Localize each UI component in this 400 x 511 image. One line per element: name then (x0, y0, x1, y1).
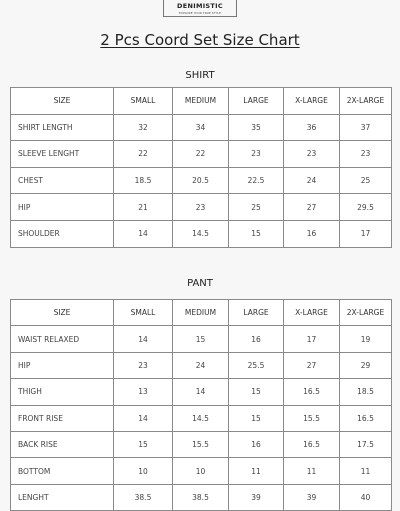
table-cell: 14 (114, 326, 173, 352)
table-header-row (11, 300, 392, 326)
column-header: LARGE (229, 300, 284, 326)
table-cell: 34 (173, 114, 229, 141)
table-cell: 17 (340, 220, 392, 247)
table-row (11, 114, 392, 141)
table-cell: 15 (173, 326, 229, 352)
pant-table-body (11, 326, 392, 511)
column-header: X-LARGE (284, 300, 340, 326)
table-cell: 27 (284, 194, 340, 221)
table-cell: 27 (284, 352, 340, 378)
table-row (11, 220, 392, 247)
table-cell: 38.5 (173, 484, 229, 510)
table-cell: 16 (229, 326, 284, 352)
table-row (11, 379, 392, 405)
table-cell: 18.5 (114, 167, 173, 194)
table-cell: 22 (114, 141, 173, 168)
column-header: SMALL (114, 300, 173, 326)
table-cell: 16.5 (284, 379, 340, 405)
table-row (11, 458, 392, 484)
measurement-label: FRONT RISE (11, 405, 114, 431)
table-cell: 14.5 (173, 220, 229, 247)
table-cell: 37 (340, 114, 392, 141)
table-cell: 15 (114, 431, 173, 457)
measurement-label: CHEST (11, 167, 114, 194)
column-header: LARGE (229, 88, 284, 115)
column-header: SIZE (11, 88, 114, 115)
table-cell: 10 (173, 458, 229, 484)
table-cell: 39 (284, 484, 340, 510)
table-header-row (11, 88, 392, 115)
table-row (11, 405, 392, 431)
table-cell: 24 (173, 352, 229, 378)
column-header: SIZE (11, 300, 114, 326)
brand-logo (163, 0, 237, 17)
table-cell: 32 (114, 114, 173, 141)
table-cell: 29 (340, 352, 392, 378)
pant-size-table (10, 299, 392, 511)
table-row (11, 141, 392, 168)
column-header: SMALL (114, 88, 173, 115)
measurement-label: SHOULDER (11, 220, 114, 247)
table-cell: 22.5 (229, 167, 284, 194)
table-cell: 20.5 (173, 167, 229, 194)
table-cell: 11 (340, 458, 392, 484)
measurement-label: HIP (11, 352, 114, 378)
logo-brand-name: DENIMISTIC (177, 2, 223, 10)
column-header: X-LARGE (284, 88, 340, 115)
pant-section-title: PANT (187, 278, 213, 289)
table-cell: 14 (173, 379, 229, 405)
table-cell: 25.5 (229, 352, 284, 378)
shirt-section-title: SHIRT (185, 70, 215, 81)
table-cell: 10 (114, 458, 173, 484)
table-row (11, 484, 392, 510)
measurement-label: THIGH (11, 379, 114, 405)
table-cell: 11 (229, 458, 284, 484)
column-header: 2X-LARGE (340, 88, 392, 115)
measurement-label: BACK RISE (11, 431, 114, 457)
table-cell: 29.5 (340, 194, 392, 221)
page-title (0, 31, 400, 49)
table-cell: 24 (284, 167, 340, 194)
table-cell: 22 (173, 141, 229, 168)
measurement-label: WAIST RELAXED (11, 326, 114, 352)
table-row (11, 431, 392, 457)
column-header: 2X-LARGE (340, 300, 392, 326)
measurement-label: SHIRT LENGTH (11, 114, 114, 141)
table-row (11, 194, 392, 221)
table-cell: 25 (340, 167, 392, 194)
table-cell: 39 (229, 484, 284, 510)
table-row (11, 167, 392, 194)
table-cell: 23 (284, 141, 340, 168)
table-cell: 15 (229, 220, 284, 247)
table-cell: 23 (229, 141, 284, 168)
table-cell: 16.5 (340, 405, 392, 431)
measurement-label: HIP (11, 194, 114, 221)
column-header: MEDIUM (173, 88, 229, 115)
table-cell: 17.5 (340, 431, 392, 457)
table-row (11, 352, 392, 378)
table-cell: 36 (284, 114, 340, 141)
table-cell: 16.5 (284, 431, 340, 457)
table-cell: 25 (229, 194, 284, 221)
table-cell: 15 (229, 405, 284, 431)
table-cell: 19 (340, 326, 392, 352)
table-cell: 35 (229, 114, 284, 141)
logo-tagline: EXPLORE YOUR TRUE STYLE (179, 11, 221, 15)
table-cell: 13 (114, 379, 173, 405)
column-header: MEDIUM (173, 300, 229, 326)
shirt-size-table (10, 87, 392, 248)
table-cell: 14.5 (173, 405, 229, 431)
page-title-text: 2 Pcs Coord Set Size Chart (100, 31, 300, 49)
table-cell: 18.5 (340, 379, 392, 405)
table-cell: 16 (229, 431, 284, 457)
table-row (11, 326, 392, 352)
shirt-table-body (11, 114, 392, 247)
table-cell: 21 (114, 194, 173, 221)
table-cell: 15 (229, 379, 284, 405)
table-cell: 23 (173, 194, 229, 221)
measurement-label: BOTTOM (11, 458, 114, 484)
table-cell: 23 (114, 352, 173, 378)
table-cell: 16 (284, 220, 340, 247)
measurement-label: LENGHT (11, 484, 114, 510)
table-cell: 23 (340, 141, 392, 168)
table-cell: 11 (284, 458, 340, 484)
table-cell: 40 (340, 484, 392, 510)
table-cell: 17 (284, 326, 340, 352)
measurement-label: SLEEVE LENGHT (11, 141, 114, 168)
table-cell: 15.5 (173, 431, 229, 457)
table-cell: 15.5 (284, 405, 340, 431)
table-cell: 14 (114, 220, 173, 247)
table-cell: 38.5 (114, 484, 173, 510)
table-cell: 14 (114, 405, 173, 431)
